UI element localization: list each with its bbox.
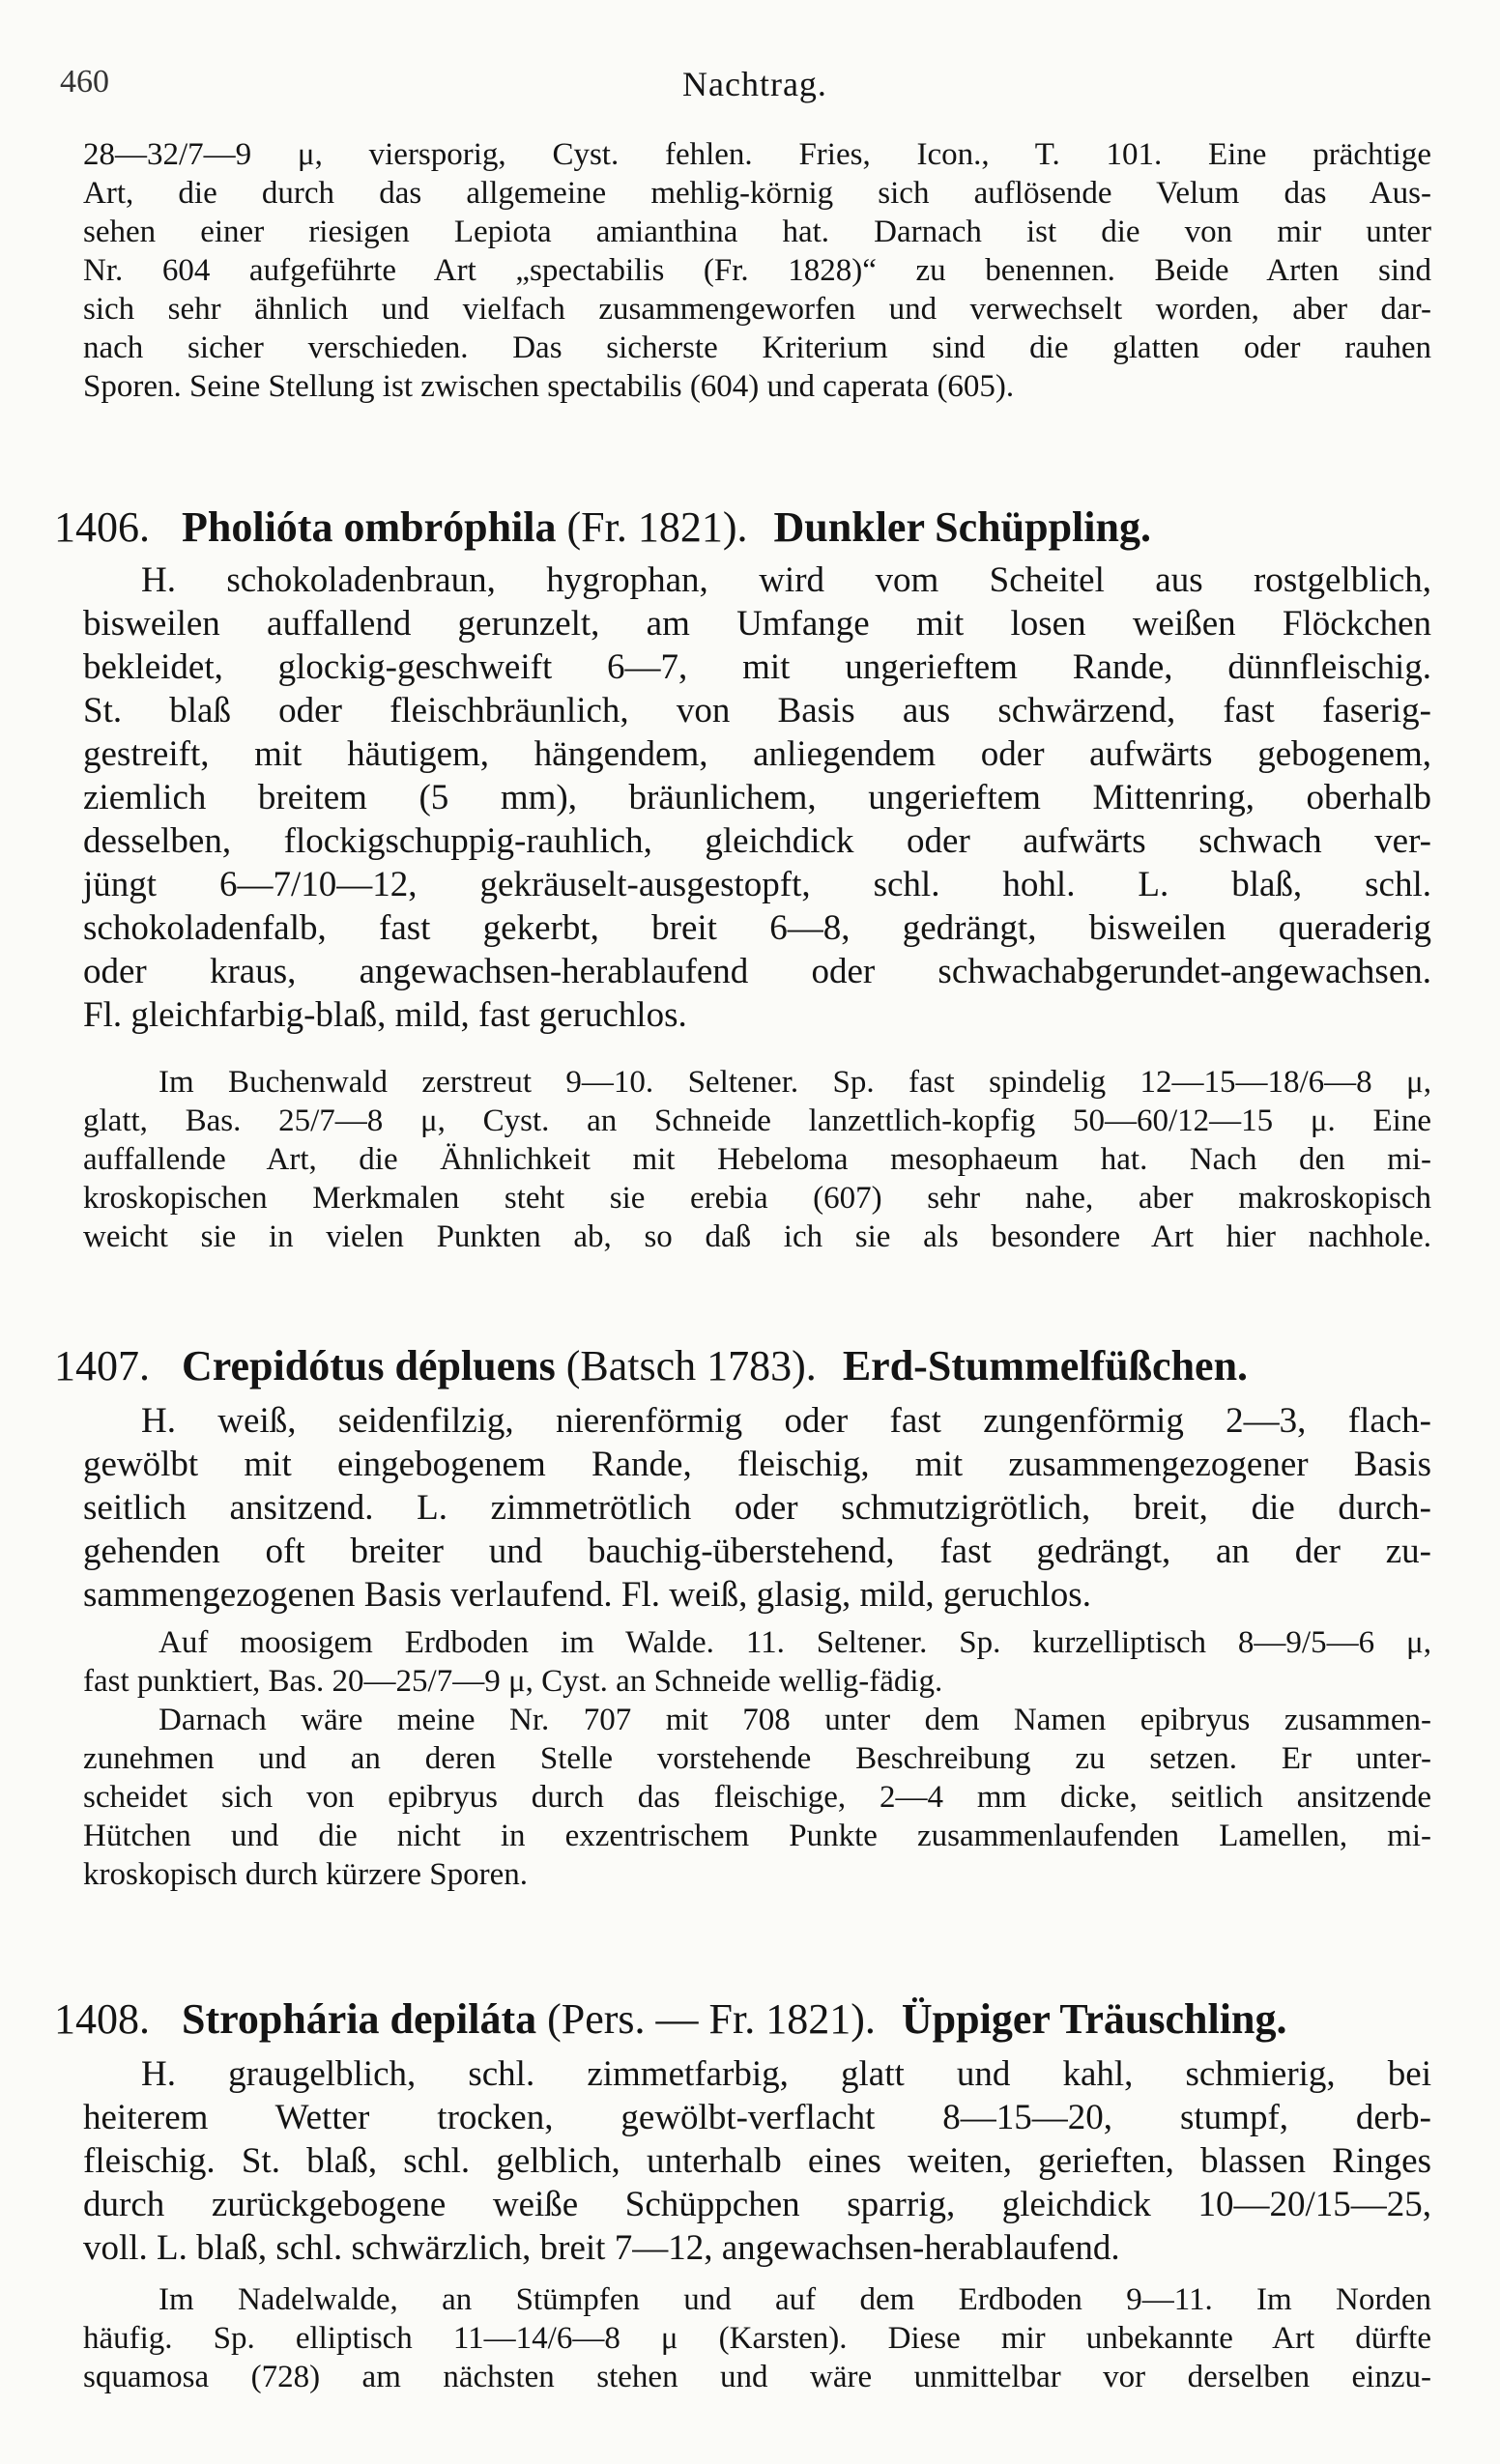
text-line: sammengezogenen Basis verlaufend. Fl. weiß, glasig, mild, geruchlos. (83, 1575, 1091, 1615)
entry-description (83, 559, 1431, 1037)
text-line: squamosa (728) am nächsten stehen und wäre unmittelbar vor derselben einzu- (83, 2360, 1431, 2394)
text-line: heiterem Wetter trocken, gewölbt-verflacht 8—15—20, stumpf, derb- (83, 2098, 1431, 2137)
text-line: desselben, flockigschuppig-rauhlich, gleichdick oder aufwärts schwach ver- (83, 821, 1431, 861)
common-name: Erd-Stummelfüßchen. (842, 1342, 1249, 1390)
text-line: Art, die durch das allgemeine mehlig-körnig sich auflösende Velum das Aus- (83, 176, 1431, 211)
text-line: H. graugelblich, schl. zimmetfarbig, glatt und kahl, schmierig, bei (141, 2054, 1431, 2094)
text-line: fleischig. St. blaß, schl. gelblich, unterhalb eines weiten, gerieften, blassen Ringes (83, 2141, 1431, 2181)
text-line: gehenden oft breiter und bauchig-überstehend, fast gedrängt, an der zu- (83, 1532, 1431, 1571)
text-line: sich sehr ähnlich und vielfach zusammengeworfen und verwechselt worden, aber dar- (83, 292, 1431, 327)
text-line: Sporen. Seine Stellung ist zwischen spectabilis (604) und caperata (605). (83, 369, 1015, 404)
text-line: Hütchen und die nicht in exzentrischem Punkte zusammenlaufenden Lamellen, mi- (83, 1819, 1431, 1853)
text-line: scheidet sich von epibryus durch das fleischige, 2—4 mm dicke, seitlich ansitzende (83, 1780, 1431, 1815)
text-line: nach sicher verschieden. Das sicherste Kriterium sind die glatten oder rauhen (83, 330, 1431, 365)
entry-heading (54, 1994, 1286, 2044)
species-name: Strophária depiláta (182, 1995, 537, 2043)
text-line: schokoladenfalb, fast gekerbt, breit 6—8, gedrängt, bisweilen queraderig (83, 908, 1431, 948)
authority: (Batsch 1783). (565, 1342, 817, 1390)
entry-notes (83, 1623, 1431, 1894)
text-line: bisweilen auffallend gerunzelt, am Umfange mit losen weißen Flöckchen (83, 604, 1431, 644)
authority: (Pers. — Fr. 1821). (547, 1995, 876, 2043)
entry-description (83, 1399, 1431, 1617)
running-title: Nachtrag. (682, 65, 827, 103)
species-name: Pholióta ombróphila (182, 503, 557, 551)
entry-notes (83, 1063, 1431, 1256)
text-line: fast punktiert, Bas. 20—25/7—9 μ, Cyst. an Schneide wellig-fädig. (83, 1664, 943, 1699)
text-line: auffallende Art, die Ähnlichkeit mit Hebeloma mesophaeum hat. Nach den mi- (83, 1142, 1431, 1177)
species-name: Crepidótus dépluens (182, 1342, 556, 1390)
text-line: gestreift, mit häutigem, hängendem, anliegendem oder aufwärts gebogenem, (83, 734, 1431, 774)
text-line: jüngt 6—7/10—12, gekräuselt-ausgestopft, schl. hohl. L. blaß, schl. (83, 865, 1431, 904)
entry-notes (83, 2280, 1431, 2396)
entry-heading (54, 502, 1151, 552)
text-line: St. blaß oder fleischbräunlich, von Basis aus schwärzend, fast faserig- (83, 691, 1431, 731)
text-line: weicht sie in vielen Punkten ab, so daß ich sie als besondere Art hier nachhole. (83, 1219, 1431, 1254)
text-line: voll. L. blaß, schl. schwärzlich, breit 7—12, angewachsen-herablaufend. (83, 2228, 1120, 2268)
text-line: Darnach wäre meine Nr. 707 mit 708 unter dem Namen epibryus zusammen- (159, 1703, 1431, 1737)
text-line: ziemlich breitem (5 mm), bräunlichem, ungerieftem Mittenring, oberhalb (83, 778, 1431, 817)
entry-number: 1407. (54, 1342, 150, 1390)
text-line: häufig. Sp. elliptisch 11—14/6—8 μ (Karsten). Diese mir unbekannte Art dürfte (83, 2321, 1431, 2356)
text-line: Nr. 604 aufgeführte Art „spectabilis (Fr. 1828)“ zu benennen. Beide Arten sind (83, 253, 1431, 288)
text-line: Fl. gleichfarbig-blaß, mild, fast geruchlos. (83, 995, 687, 1035)
text-line: oder kraus, angewachsen-herablaufend oder schwachabgerundet-angewachsen. (83, 952, 1431, 991)
entry-heading (54, 1341, 1248, 1390)
text-line: kroskopisch durch kürzere Sporen. (83, 1857, 529, 1892)
page-number: 460 (60, 64, 109, 100)
entry-description (83, 2052, 1431, 2270)
text-line: kroskopischen Merkmalen steht sie erebia (607) sehr nahe, aber makroskopisch (83, 1181, 1431, 1216)
authority: (Fr. 1821). (566, 503, 748, 551)
text-line: zunehmen und an deren Stelle vorstehende Beschreibung zu setzen. Er unter- (83, 1741, 1431, 1776)
text-line: sehen einer riesigen Lepiota amianthina hat. Darnach ist die von mir unter (83, 215, 1431, 249)
text-line: 28—32/7—9 μ, viersporig, Cyst. fehlen. Fries, Icon., T. 101. Eine prächtige (83, 137, 1431, 172)
intro-paragraph (83, 135, 1431, 406)
text-line: Im Nadelwalde, an Stümpfen und auf dem Erdboden 9—11. Im Norden (159, 2282, 1431, 2317)
text-line: Im Buchenwald zerstreut 9—10. Seltener. Sp. fast spindelig 12—15—18/6—8 μ, (159, 1065, 1431, 1100)
text-line: H. weiß, seidenfilzig, nierenförmig oder fast zungenförmig 2—3, flach- (141, 1401, 1431, 1441)
entry-number: 1408. (54, 1995, 150, 2043)
entry-number: 1406. (54, 503, 150, 551)
text-line: H. schokoladenbraun, hygrophan, wird vom Scheitel aus rostgelblich, (141, 560, 1431, 600)
text-line: gewölbt mit eingebogenem Rande, fleischig, mit zusammengezogener Basis (83, 1445, 1431, 1484)
text-line: durch zurückgebogene weiße Schüppchen sparrig, gleichdick 10—20/15—25, (83, 2185, 1431, 2224)
text-line: glatt, Bas. 25/7—8 μ, Cyst. an Schneide lanzettlich-kopfig 50—60/12—15 μ. Eine (83, 1103, 1431, 1138)
text-line: seitlich ansitzend. L. zimmetrötlich oder schmutzigrötlich, breit, die durch- (83, 1488, 1431, 1528)
text-line: bekleidet, glockig-geschweift 6—7, mit ungerieftem Rande, dünnfleischig. (83, 647, 1431, 687)
common-name: Üppiger Träuschling. (901, 1995, 1287, 2043)
text-line: Auf moosigem Erdboden im Walde. 11. Seltener. Sp. kurzelliptisch 8—9/5—6 μ, (159, 1625, 1431, 1660)
common-name: Dunkler Schüppling. (773, 503, 1151, 551)
